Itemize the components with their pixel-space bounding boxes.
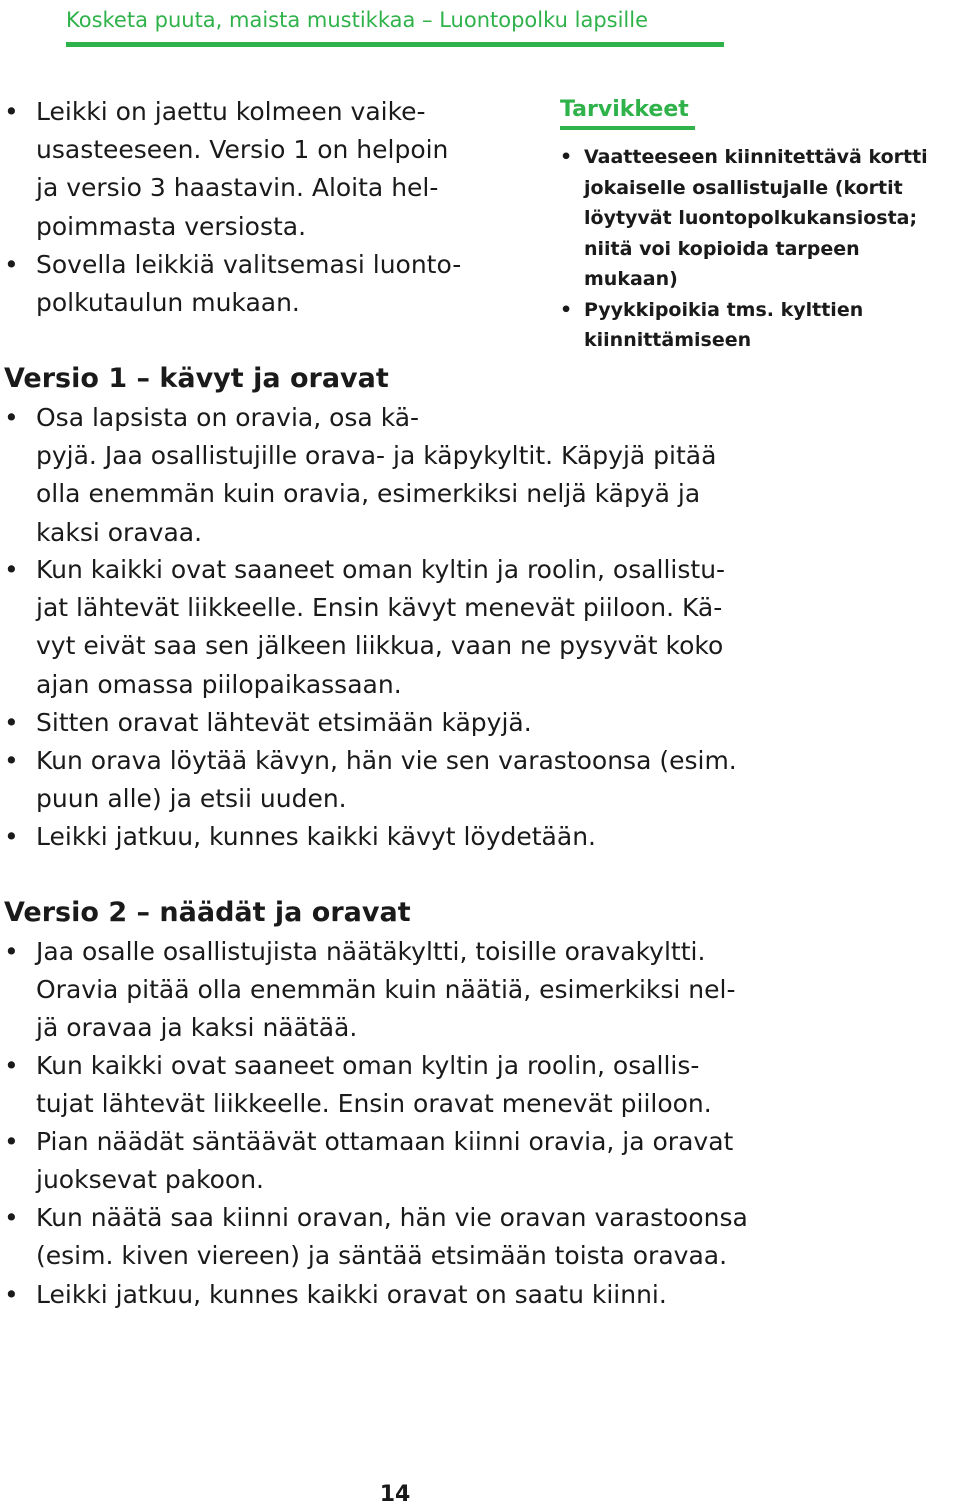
list-item: • Pian näädät säntäävät ottamaan kiinni oravia, ja oravat juoksevat pakoon.: [4, 1123, 786, 1199]
supplies-list: [560, 142, 958, 356]
supplies-box: [560, 94, 958, 356]
list-item: • Kun kaikki ovat saaneet oman kyltin ja roolin, osallis- tujat lähtevät liikkeelle. Ensin oravat menevät piiloon.: [4, 1047, 786, 1123]
list-item: • Jaa osalle osallistujista näätäkyltti, toisille oravakyltti. Oravia pitää olla enemmän kuin näätiä, esimerkiksi nel- jä oravaa ja kaksi näätää.: [4, 933, 786, 1048]
page-number: 14: [379, 1482, 411, 1507]
version2-title: Versio 2 – näädät ja oravat: [4, 897, 411, 928]
supplies-title: Tarvikkeet: [560, 94, 695, 130]
list-item: • Sitten oravat lähtevät etsimään käpyjä.: [4, 704, 786, 742]
supplies-item: • Pyykkipoikia tms. kylttien kiinnittämiseen: [560, 295, 958, 356]
list-item: • Osa lapsista on oravia, osa kä- pyjä. Jaa osallistujille orava- ja käpykyltit. Käpyjä pitää olla enemmän kuin oravia, esimerkiksi neljä käpyä ja kaksi oravaa.: [4, 399, 786, 552]
list-item: • Kun orava löytää kävyn, hän vie sen varastoonsa (esim. puun alle) ja etsii uuden.: [4, 742, 786, 818]
intro-item: • Leikki on jaettu kolmeen vaike- usasteeseen. Versio 1 on helpoin ja versio 3 haastavin. Aloita hel- poimmasta versiosta.: [4, 93, 496, 246]
list-item: • Leikki jatkuu, kunnes kaikki kävyt löydetään.: [4, 818, 786, 856]
version1-title: Versio 1 – kävyt ja oravat: [4, 363, 389, 394]
intro-item: • Sovella leikkiä valitsemasi luonto- polkutaulun mukaan.: [4, 246, 496, 322]
running-header: Kosketa puuta, maista mustikkaa – Luontopolku lapsille: [66, 6, 724, 47]
list-item: • Leikki jatkuu, kunnes kaikki oravat on saatu kiinni.: [4, 1276, 786, 1314]
supplies-item: • Vaatteeseen kiinnitettävä kortti jokaiselle osallistujalle (kortit löytyvät luontopolkukansiosta; niitä voi kopioida tarpeen mukaan): [560, 142, 958, 295]
list-item: • Kun näätä saa kiinni oravan, hän vie oravan varastoonsa (esim. kiven viereen) ja säntää etsimään toista oravaa.: [4, 1199, 786, 1275]
list-item: • Kun kaikki ovat saaneet oman kyltin ja roolin, osallistu- jat lähtevät liikkeelle. Ensin kävyt menevät piiloon. Kä- vyt eivät saa sen jälkeen liikkua, vaan ne pysyvät koko ajan omassa piilopaikassaan.: [4, 551, 786, 704]
